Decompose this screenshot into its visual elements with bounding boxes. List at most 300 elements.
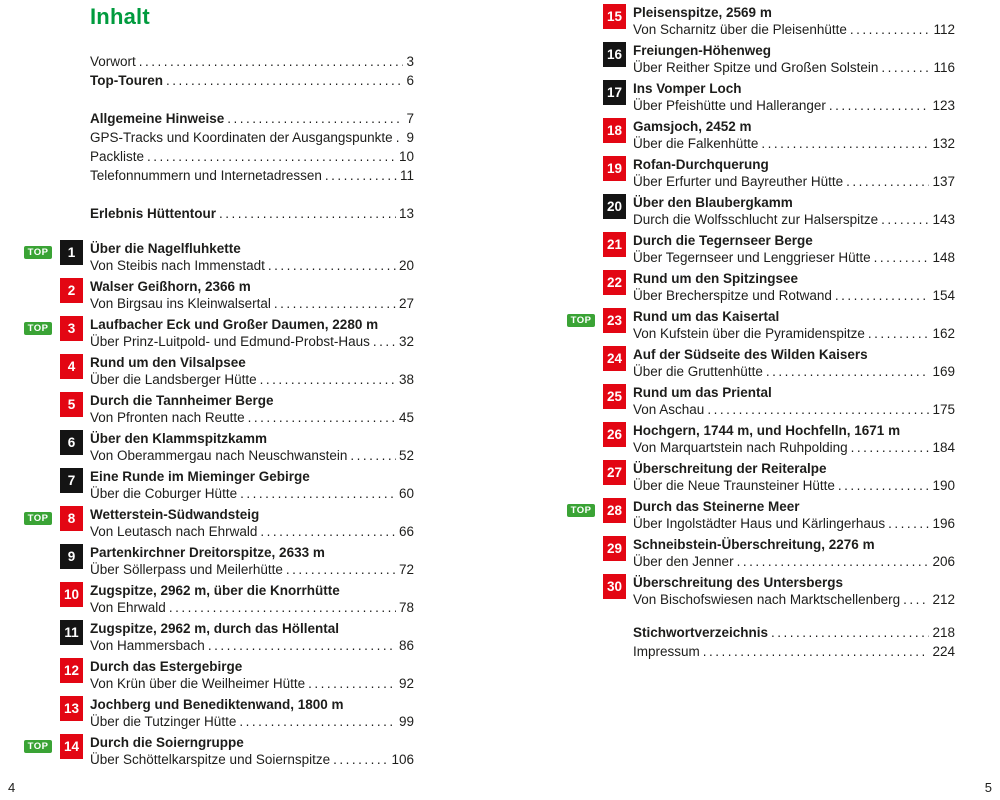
tour-entry-text (90, 620, 414, 654)
dot-leader (850, 21, 931, 38)
tour-subtitle-row (633, 211, 955, 228)
tour-title: Schneibstein-Überschreitung, 2276 m (633, 537, 875, 552)
tour-subtitle-row (633, 135, 955, 152)
toc-entry-page: 218 (932, 625, 955, 640)
tour-entry-text (633, 574, 955, 608)
tour-title: Durch die Tannheimer Berge (90, 393, 274, 408)
page-number-left: 4 (8, 780, 16, 795)
tour-page: 32 (398, 334, 414, 349)
tour-page: 72 (398, 562, 414, 577)
tour-page: 99 (398, 714, 414, 729)
tour-title: Auf der Südseite des Wilden Kaisers (633, 347, 868, 362)
tour-page: 116 (933, 60, 955, 75)
tour-title: Durch das Steinerne Meer (633, 499, 800, 514)
dot-leader (239, 713, 396, 730)
top-badge-cell (24, 582, 60, 616)
top-badge-cell (567, 308, 603, 342)
tour-subtitle: Über die Coburger Hütte (90, 486, 238, 501)
top-badge: TOP (567, 314, 595, 327)
tour-title: Freiungen-Höhenweg (633, 43, 771, 58)
tour-entry (567, 232, 955, 266)
tour-subtitle: Von Leutasch nach Ehrwald (90, 524, 258, 539)
tour-number-box: 23 (603, 308, 626, 333)
dot-leader (888, 515, 929, 532)
top-badge-cell (567, 384, 603, 418)
tour-page: 106 (391, 752, 414, 767)
tour-number-box: 19 (603, 156, 626, 181)
tour-page: 38 (398, 372, 414, 387)
tour-title: Rofan-Durchquerung (633, 157, 769, 172)
tour-subtitle-row (90, 523, 414, 540)
tour-title: Zugspitze, 2962 m, über die Knorrhütte (90, 583, 340, 598)
tour-entry (24, 240, 414, 274)
tour-page: 169 (932, 364, 955, 379)
tour-number-box: 7 (60, 468, 83, 493)
top-badge-cell (24, 734, 60, 768)
dot-leader (308, 675, 396, 692)
top-badge-cell (567, 118, 603, 152)
tour-number-box: 6 (60, 430, 83, 455)
tour-number-box: 18 (603, 118, 626, 143)
dot-leader (350, 447, 396, 464)
tour-number-box: 4 (60, 354, 83, 379)
tour-subtitle-row (90, 409, 414, 426)
dot-leader (771, 623, 929, 642)
top-badge-cell (24, 544, 60, 578)
toc-entry-label: Packliste (90, 149, 145, 164)
toc-entry-page: 6 (406, 73, 414, 88)
tour-page: 184 (932, 440, 955, 455)
tour-list-left (24, 240, 414, 768)
tour-entry (567, 498, 955, 532)
tour-entry (567, 574, 955, 608)
dot-leader (333, 751, 388, 768)
tour-title: Über den Blaubergkamm (633, 195, 793, 210)
top-badge-cell (567, 422, 603, 456)
tour-subtitle: Über Erfurter und Bayreuther Hütte (633, 174, 844, 189)
top-badge-cell (24, 354, 60, 388)
toc-entry-page: 7 (406, 111, 414, 126)
top-badge-cell (24, 620, 60, 654)
dot-leader (373, 333, 396, 350)
tour-entry (567, 460, 955, 494)
dot-leader (240, 485, 396, 502)
tour-entry-text (90, 354, 414, 388)
tour-page: 78 (398, 600, 414, 615)
tour-subtitle-row (90, 675, 414, 692)
front-matter-list (90, 52, 414, 223)
dot-leader (846, 173, 929, 190)
tour-title: Walser Geißhorn, 2366 m (90, 279, 251, 294)
dot-leader (325, 166, 397, 185)
toc-entry (90, 166, 414, 185)
tour-entry (567, 308, 955, 342)
tour-page: 132 (932, 136, 955, 151)
tour-entry-text (633, 308, 955, 342)
tour-title: Über den Klammspitzkamm (90, 431, 268, 446)
tour-entry-text (633, 156, 955, 190)
tour-title: Durch die Soierngruppe (90, 735, 244, 750)
tour-number-box: 11 (60, 620, 83, 645)
dot-leader (169, 599, 396, 616)
top-badge-cell (567, 460, 603, 494)
tour-subtitle-row (633, 439, 955, 456)
tour-subtitle-row (90, 295, 414, 312)
tour-title: Über die Nagelfluhkette (90, 241, 241, 256)
dot-leader (268, 257, 396, 274)
tour-number-box: 20 (603, 194, 626, 219)
tour-entry-text (633, 194, 955, 228)
tour-page: 212 (932, 592, 955, 607)
tour-page: 60 (398, 486, 414, 501)
tour-entry (567, 4, 955, 38)
tour-number-box: 8 (60, 506, 83, 531)
tour-number-box: 22 (603, 270, 626, 295)
tour-number-box: 9 (60, 544, 83, 569)
top-badge-cell (24, 278, 60, 312)
tour-title: Rund um das Kaisertal (633, 309, 780, 324)
toc-entry-label: Impressum (633, 644, 700, 659)
tour-title: Eine Runde im Mieminger Gebirge (90, 469, 310, 484)
top-badge-cell (24, 316, 60, 350)
top-badge-cell (567, 536, 603, 570)
tour-page: 20 (398, 258, 414, 273)
top-badge-cell (567, 270, 603, 304)
tour-entry (567, 270, 955, 304)
top-badge-cell (567, 4, 603, 38)
tour-subtitle: Über den Jenner (633, 554, 734, 569)
tour-entry (567, 346, 955, 380)
toc-left-column (24, 0, 414, 772)
top-badge-cell (24, 430, 60, 464)
dot-leader (703, 642, 930, 661)
tour-page: 66 (398, 524, 414, 539)
toc-entry (90, 52, 414, 71)
tour-entry (24, 354, 414, 388)
tour-entry-text (90, 582, 414, 616)
tour-entry-text (90, 278, 414, 312)
tour-title: Durch das Estergebirge (90, 659, 243, 674)
tour-entry (24, 278, 414, 312)
dot-leader (835, 287, 930, 304)
toc-entry-page: 13 (398, 206, 414, 221)
tour-subtitle: Über die Falkenhütte (633, 136, 759, 151)
tour-number-box: 29 (603, 536, 626, 561)
dot-leader (139, 52, 404, 71)
top-badge: TOP (567, 504, 595, 517)
dot-leader (274, 295, 396, 312)
tour-number-box: 2 (60, 278, 83, 303)
dot-leader (147, 147, 396, 166)
tour-title: Ins Vomper Loch (633, 81, 742, 96)
tour-subtitle-row (633, 553, 955, 570)
tour-number-box: 15 (603, 4, 626, 29)
tour-entry (24, 316, 414, 350)
tour-entry-text (633, 346, 955, 380)
dot-leader (761, 135, 929, 152)
dot-leader (396, 128, 404, 147)
tour-subtitle-row (633, 477, 955, 494)
top-badge: TOP (24, 512, 52, 525)
tour-entry (24, 734, 414, 768)
top-badge-cell (567, 574, 603, 608)
tour-title: Überschreitung des Untersbergs (633, 575, 844, 590)
tour-entry-text (90, 430, 414, 464)
toc-entry-label: Telefonnummern und Internetadressen (90, 168, 322, 183)
dot-leader (851, 439, 930, 456)
tour-page: 196 (932, 516, 955, 531)
tour-subtitle-row (90, 485, 414, 502)
tour-title: Zugspitze, 2962 m, durch das Höllental (90, 621, 340, 636)
tour-subtitle-row (633, 97, 955, 114)
tour-entry (567, 422, 955, 456)
toc-entry-label: GPS-Tracks und Koordinaten der Ausgangspunkte (90, 130, 393, 145)
tour-number-box: 12 (60, 658, 83, 683)
tour-number-box: 10 (60, 582, 83, 607)
tour-subtitle-row (633, 249, 955, 266)
tour-entry (24, 620, 414, 654)
dot-leader (868, 325, 930, 342)
back-matter-list (633, 623, 955, 661)
page-title: Inhalt (90, 4, 150, 29)
tour-entry (24, 544, 414, 578)
tour-entry-text (633, 80, 955, 114)
tour-entry (24, 468, 414, 502)
tour-subtitle-row (90, 371, 414, 388)
tour-entry (24, 582, 414, 616)
tour-title: Pleisenspitze, 2569 m (633, 5, 772, 20)
tour-page: 52 (398, 448, 414, 463)
tour-entry (24, 658, 414, 692)
toc-entry-page: 9 (406, 130, 414, 145)
tour-page: 162 (932, 326, 955, 341)
tour-subtitle: Über Söllerpass und Meilerhütte (90, 562, 283, 577)
tour-page: 27 (398, 296, 414, 311)
tour-title: Überschreitung der Reiteralpe (633, 461, 827, 476)
top-badge-cell (24, 506, 60, 540)
tour-subtitle: Über Pfeishütte und Halleranger (633, 98, 826, 113)
tour-page: 206 (932, 554, 955, 569)
toc-entry-page: 11 (399, 168, 414, 183)
tour-subtitle: Von Kufstein über die Pyramidenspitze (633, 326, 865, 341)
toc-entry-page: 224 (932, 644, 955, 659)
tour-subtitle-row (633, 363, 955, 380)
dot-leader (248, 409, 396, 426)
tour-entry-text (90, 316, 414, 350)
tour-entry (24, 392, 414, 426)
tour-entry-text (633, 384, 955, 418)
dot-leader (260, 523, 396, 540)
tour-page: 45 (398, 410, 414, 425)
tour-title: Durch die Tegernseer Berge (633, 233, 813, 248)
top-badge-cell (24, 658, 60, 692)
toc-entry (90, 109, 414, 128)
tour-number-box: 13 (60, 696, 83, 721)
tour-entry-text (90, 468, 414, 502)
top-badge-cell (24, 468, 60, 502)
tour-entry (24, 506, 414, 540)
tour-entry (567, 118, 955, 152)
tour-title: Jochberg und Benediktenwand, 1800 m (90, 697, 344, 712)
tour-title: Hochgern, 1744 m, und Hochfelln, 1671 m (633, 423, 901, 438)
tour-subtitle: Von Scharnitz über die Pleisenhütte (633, 22, 847, 37)
tour-subtitle: Über die Tutzinger Hütte (90, 714, 237, 729)
dot-leader (260, 371, 396, 388)
tour-entry (567, 42, 955, 76)
toc-entry-label: Stichwortverzeichnis (633, 625, 769, 640)
tour-number-box: 24 (603, 346, 626, 371)
tour-subtitle: Über Prinz-Luitpold- und Edmund-Probst-Haus (90, 334, 370, 349)
toc-entry (90, 128, 414, 147)
tour-subtitle: Von Aschau (633, 402, 705, 417)
tour-subtitle: Über Tegernseer und Lenggrieser Hütte (633, 250, 871, 265)
tour-entry-text (90, 506, 414, 540)
top-badge: TOP (24, 740, 52, 753)
tour-entry-text (633, 42, 955, 76)
tour-entry-text (633, 460, 955, 494)
tour-number-box: 28 (603, 498, 626, 523)
tour-entry-text (633, 498, 955, 532)
tour-subtitle-row (633, 287, 955, 304)
tour-entry (567, 156, 955, 190)
dot-leader (881, 59, 930, 76)
tour-entry (24, 430, 414, 464)
tour-subtitle: Von Bischofswiesen nach Marktschellenberg (633, 592, 901, 607)
top-badge-cell (567, 194, 603, 228)
tour-subtitle: Von Birgsau ins Kleinwalsertal (90, 296, 271, 311)
tour-entry-text (633, 4, 955, 38)
tour-subtitle-row (633, 515, 955, 532)
tour-page: 137 (932, 174, 955, 189)
tour-entry-text (90, 392, 414, 426)
top-badge: TOP (24, 322, 52, 335)
tour-subtitle-row (90, 561, 414, 578)
toc-entry-label: Top-Touren (90, 73, 163, 88)
tour-entry (567, 80, 955, 114)
tour-entry-text (633, 118, 955, 152)
tour-page: 190 (932, 478, 955, 493)
tour-page: 175 (932, 402, 955, 417)
toc-entry (90, 71, 414, 90)
tour-subtitle: Von Ehrwald (90, 600, 166, 615)
tour-title: Laufbacher Eck und Großer Daumen, 2280 m (90, 317, 379, 332)
toc-right-column (567, 0, 955, 661)
dot-leader (208, 637, 396, 654)
dot-leader (881, 211, 929, 228)
tour-number-box: 25 (603, 384, 626, 409)
top-badge-cell (567, 232, 603, 266)
toc-entry (633, 623, 955, 642)
tour-number-box: 3 (60, 316, 83, 341)
tour-subtitle-row (90, 713, 414, 730)
tour-subtitle-row (90, 257, 414, 274)
tour-number-box: 27 (603, 460, 626, 485)
tour-subtitle: Von Krün über die Weilheimer Hütte (90, 676, 306, 691)
tour-page: 112 (933, 22, 955, 37)
tour-entry-text (633, 536, 955, 570)
tour-subtitle-row (633, 173, 955, 190)
dot-leader (903, 591, 929, 608)
tour-title: Partenkirchner Dreitorspitze, 2633 m (90, 545, 325, 560)
tour-title: Wetterstein-Südwandsteig (90, 507, 260, 522)
tour-subtitle-row (633, 21, 955, 38)
dot-leader (766, 363, 930, 380)
tour-page: 123 (932, 98, 955, 113)
tour-subtitle-row (633, 325, 955, 342)
tour-subtitle: Von Steibis nach Immenstadt (90, 258, 265, 273)
top-badge: TOP (24, 246, 52, 259)
tour-list-right (567, 4, 955, 608)
toc-entry-label: Allgemeine Hinweise (90, 111, 225, 126)
tour-entry-text (633, 270, 955, 304)
tour-page: 154 (932, 288, 955, 303)
tour-subtitle: Über die Neue Traunsteiner Hütte (633, 478, 835, 493)
tour-page: 92 (398, 676, 414, 691)
tour-subtitle: Von Oberammergau nach Neuschwanstein (90, 448, 348, 463)
toc-entry-label: Vorwort (90, 54, 136, 69)
tour-entry (24, 696, 414, 730)
toc-entry (90, 204, 414, 223)
tour-subtitle: Von Marquartstein nach Ruhpolding (633, 440, 848, 455)
tour-entry-text (633, 422, 955, 456)
tour-entry-text (633, 232, 955, 266)
tour-subtitle: Von Pfronten nach Reutte (90, 410, 245, 425)
tour-subtitle: Über Brecherspitze und Rotwand (633, 288, 832, 303)
dot-leader (227, 109, 403, 128)
dot-leader (737, 553, 930, 570)
tour-number-box: 5 (60, 392, 83, 417)
tour-subtitle: Über die Landsberger Hütte (90, 372, 257, 387)
tour-subtitle: Über Schöttelkarspitze und Soiernspitze (90, 752, 331, 767)
dot-leader (219, 204, 396, 223)
tour-number-box: 16 (603, 42, 626, 67)
tour-subtitle-row (90, 447, 414, 464)
dot-leader (874, 249, 930, 266)
tour-number-box: 1 (60, 240, 83, 265)
toc-entry (633, 642, 955, 661)
tour-entry-text (90, 240, 414, 274)
tour-subtitle-row (90, 637, 414, 654)
toc-entry-page: 3 (406, 54, 414, 69)
tour-entry-text (90, 734, 414, 768)
toc-entry-label: Erlebnis Hüttentour (90, 206, 217, 221)
tour-number-box: 17 (603, 80, 626, 105)
tour-entry (567, 194, 955, 228)
top-badge-cell (24, 240, 60, 274)
tour-title: Rund um den Vilsalpsee (90, 355, 246, 370)
tour-entry-text (90, 696, 414, 730)
top-badge-cell (24, 696, 60, 730)
dot-leader (838, 477, 930, 494)
tour-page: 148 (932, 250, 955, 265)
tour-title: Rund um den Spitzingsee (633, 271, 799, 286)
top-badge-cell (567, 346, 603, 380)
dot-leader (286, 561, 396, 578)
tour-title: Gamsjoch, 2452 m (633, 119, 752, 134)
tour-subtitle: Von Hammersbach (90, 638, 205, 653)
tour-subtitle-row (90, 333, 414, 350)
tour-number-box: 21 (603, 232, 626, 257)
dot-leader (166, 71, 404, 90)
tour-title: Rund um das Priental (633, 385, 772, 400)
dot-leader (707, 401, 929, 418)
tour-subtitle: Über die Gruttenhütte (633, 364, 763, 379)
tour-subtitle: Durch die Wolfsschlucht zur Halserspitze (633, 212, 879, 227)
tour-subtitle-row (633, 401, 955, 418)
tour-subtitle-row (90, 599, 414, 616)
tour-page: 143 (932, 212, 955, 227)
tour-number-box: 26 (603, 422, 626, 447)
